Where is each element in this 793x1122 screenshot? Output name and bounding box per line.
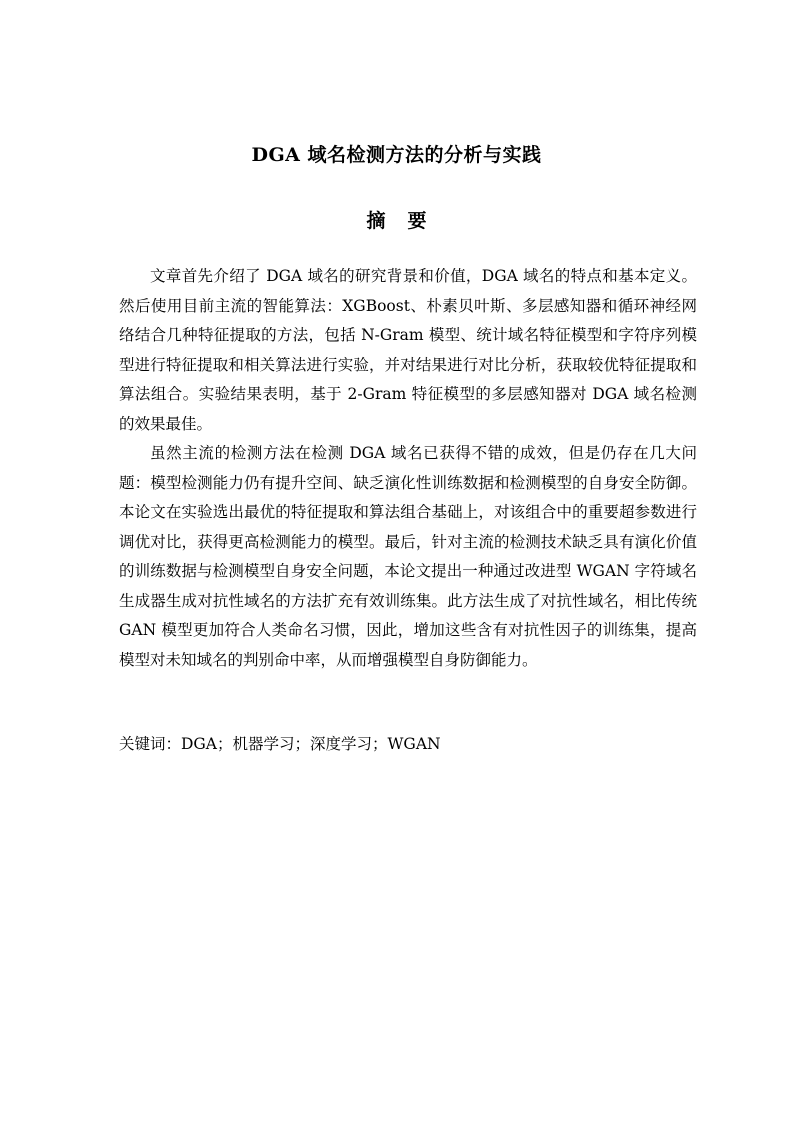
abstract-heading-char-1: 摘 — [366, 210, 386, 232]
abstract-heading — [0, 206, 793, 233]
abstract-paragraph-1: 文章首先介绍了 DGA 域名的研究背景和价值，DGA 域名的特点和基本定义。然后使用目前主流的智能算法：XGBoost、朴素贝叶斯、多层感知器和循环神经网络结合几种特征提取的方法，包括 N-Gram 模型、统计域名特征模型和字符序列模型进行特征提取和相关算法进行实验，并对结果进行对比分析，获取较优特征提取和算法组合。实验结果表明，基于 2-Gram 特征模型的多层感知器对 DGA 域名检测的效果最佳。 — [119, 267, 697, 433]
page-title: DGA 域名检测方法的分析与实践 — [251, 144, 542, 166]
abstract-paragraph-2: 虽然主流的检测方法在检测 DGA 域名已获得不错的成效，但是仍存在几大问题：模型检测能力仍有提升空间、缺乏演化性训练数据和检测模型的自身安全防御。本论文在实验选出最优的特征提取和算法组合基础上，对该组合中的重要超参数进行调优对比，获得更高检测能力的模型。最后，针对主流的检测技术缺乏具有演化价值的训练数据与检测模型自身安全问题，本论文提出一种通过改进型 WGAN 字符域名生成器生成对抗性域名的方法扩充有效训练集。此方法生成了对抗性域名，相比传统 GAN 模型更加符合人类命名习惯，因此，增加这些含有对抗性因子的训练集，提高模型对未知域名的判别命中率，从而增强模型自身防御能力。 — [119, 444, 697, 669]
abstract-heading-char-2: 要 — [407, 210, 427, 232]
keywords-line: 关键词：DGA；机器学习；深度学习；WGAN — [119, 735, 441, 753]
abstract-body — [119, 262, 697, 675]
